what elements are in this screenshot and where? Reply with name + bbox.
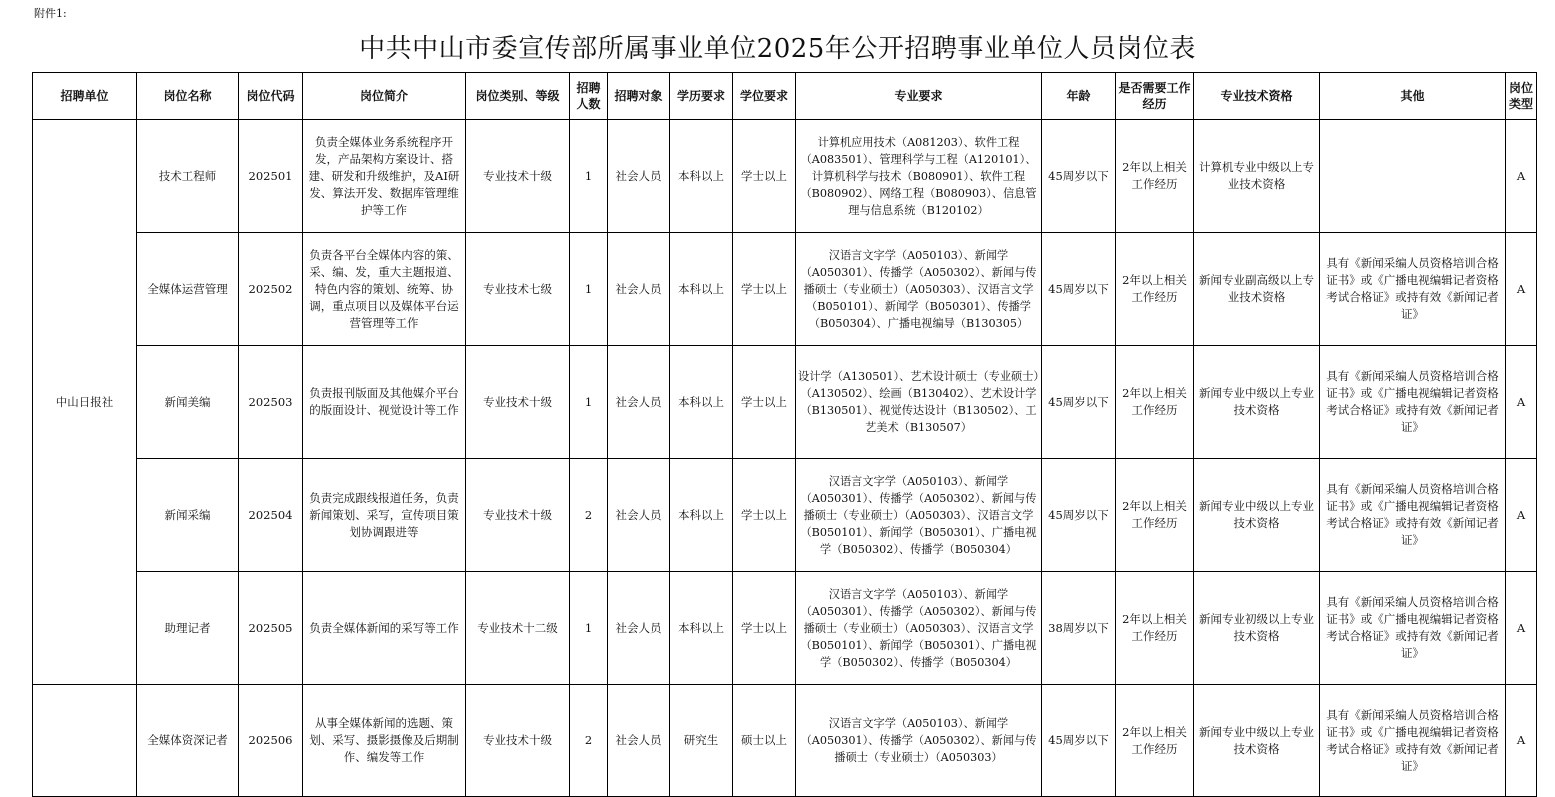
degree-cell: 学士以上 <box>733 346 796 459</box>
age-cell: 38周岁以下 <box>1042 572 1116 685</box>
target-cell: 社会人员 <box>608 685 670 797</box>
age-cell: 45周岁以下 <box>1042 346 1116 459</box>
education-cell: 本科以上 <box>670 120 733 233</box>
type-cell: A <box>1506 233 1537 346</box>
target-cell: 社会人员 <box>608 572 670 685</box>
target-cell: 社会人员 <box>608 459 670 572</box>
experience-cell: 2年以上相关工作经历 <box>1116 233 1194 346</box>
qualification-cell: 新闻专业副高级以上专业技术资格 <box>1194 233 1320 346</box>
header-education: 学历要求 <box>670 73 733 120</box>
header-intro: 岗位简介 <box>303 73 466 120</box>
page-title: 中共中山市委宣传部所属事业单位2025年公开招聘事业单位人员岗位表 <box>359 34 1196 64</box>
age-cell: 45周岁以下 <box>1042 233 1116 346</box>
annex-label: 附件1: <box>34 7 67 20</box>
post-code-cell: 202501 <box>239 120 303 233</box>
type-cell: A <box>1506 685 1537 797</box>
age-cell: 45周岁以下 <box>1042 120 1116 233</box>
education-cell: 研究生 <box>670 685 733 797</box>
header-post-name: 岗位名称 <box>137 73 239 120</box>
post-name-cell: 助理记者 <box>137 572 239 685</box>
post-code-cell: 202503 <box>239 346 303 459</box>
post-name-cell: 全媒体运营管理 <box>137 233 239 346</box>
target-cell: 社会人员 <box>608 346 670 459</box>
intro-cell: 负责完成跟线报道任务，负责新闻策划、采写，宣传项目策划协调跟进等 <box>303 459 466 572</box>
intro-cell: 从事全媒体新闻的选题、策划、采写、摄影摄像及后期制作、编发等工作 <box>303 685 466 797</box>
category-cell: 专业技术七级 <box>466 233 570 346</box>
target-cell: 社会人员 <box>608 120 670 233</box>
header-major: 专业要求 <box>796 73 1042 120</box>
qualification-cell: 新闻专业中级以上专业技术资格 <box>1194 459 1320 572</box>
post-name-cell: 技术工程师 <box>137 120 239 233</box>
experience-cell: 2年以上相关工作经历 <box>1116 685 1194 797</box>
major-cell: 汉语言文字学（A050103）、新闻学（A050301）、传播学（A050302）、新闻与传播硕士（专业硕士）（A050303）、汉语言文学（B050101）、新闻学（B050301）、传播学（B050304）、广播电视编导（B130305） <box>796 233 1042 346</box>
post-code-cell: 202504 <box>239 459 303 572</box>
category-cell: 专业技术十级 <box>466 459 570 572</box>
header-qualification: 专业技术资格 <box>1194 73 1320 120</box>
experience-cell: 2年以上相关工作经历 <box>1116 459 1194 572</box>
degree-cell: 学士以上 <box>733 459 796 572</box>
category-cell: 专业技术十级 <box>466 346 570 459</box>
category-cell: 专业技术十二级 <box>466 572 570 685</box>
header-post-code: 岗位代码 <box>239 73 303 120</box>
type-cell: A <box>1506 346 1537 459</box>
education-cell: 本科以上 <box>670 572 733 685</box>
unit-cell: 中山日报社 <box>33 120 137 685</box>
category-cell: 专业技术十级 <box>466 685 570 797</box>
other-cell: 具有《新闻采编人员资格培训合格证书》或《广播电视编辑记者资格考试合格证》或持有效《新闻记者证》 <box>1320 685 1506 797</box>
experience-cell: 2年以上相关工作经历 <box>1116 120 1194 233</box>
other-cell: 具有《新闻采编人员资格培训合格证书》或《广播电视编辑记者资格考试合格证》或持有效《新闻记者证》 <box>1320 572 1506 685</box>
header-count: 招聘人数 <box>570 73 608 120</box>
qualification-cell: 新闻专业初级以上专业技术资格 <box>1194 572 1320 685</box>
intro-cell: 负责全媒体新闻的采写等工作 <box>303 572 466 685</box>
degree-cell: 硕士以上 <box>733 685 796 797</box>
post-code-cell: 202506 <box>239 685 303 797</box>
count-cell: 1 <box>570 233 608 346</box>
header-target: 招聘对象 <box>608 73 670 120</box>
header-other: 其他 <box>1320 73 1506 120</box>
type-cell: A <box>1506 120 1537 233</box>
header-degree: 学位要求 <box>733 73 796 120</box>
table-row <box>33 120 1537 233</box>
major-cell: 汉语言文字学（A050103）、新闻学（A050301）、传播学（A050302）、新闻与传播硕士（专业硕士）（A050303） <box>796 685 1042 797</box>
post-code-cell: 202502 <box>239 233 303 346</box>
major-cell: 汉语言文字学（A050103）、新闻学（A050301）、传播学（A050302）、新闻与传播硕士（专业硕士）（A050303）、汉语言文学（B050101）、新闻学（B050301）、广播电视学（B050302）、传播学（B050304） <box>796 572 1042 685</box>
table-row <box>33 346 1537 459</box>
post-name-cell: 新闻采编 <box>137 459 239 572</box>
header-type: 岗位类型 <box>1506 73 1537 120</box>
education-cell: 本科以上 <box>670 233 733 346</box>
post-name-cell: 全媒体资深记者 <box>137 685 239 797</box>
count-cell: 2 <box>570 685 608 797</box>
intro-cell: 负责全媒体业务系统程序开发，产品架构方案设计、搭建、研发和升级维护，及AI研发、算法开发、数据库管理维护等工作 <box>303 120 466 233</box>
experience-cell: 2年以上相关工作经历 <box>1116 572 1194 685</box>
qualification-cell: 新闻专业中级以上专业技术资格 <box>1194 346 1320 459</box>
job-table <box>32 72 1537 797</box>
degree-cell: 学士以上 <box>733 233 796 346</box>
header-experience: 是否需要工作经历 <box>1116 73 1194 120</box>
education-cell: 本科以上 <box>670 459 733 572</box>
count-cell: 1 <box>570 572 608 685</box>
qualification-cell: 计算机专业中级以上专业技术资格 <box>1194 120 1320 233</box>
unit-cell <box>33 685 137 797</box>
other-cell <box>1320 120 1506 233</box>
major-cell: 汉语言文字学（A050103）、新闻学（A050301）、传播学（A050302）、新闻与传播硕士（专业硕士）（A050303）、汉语言文学（B050101）、新闻学（B050301）、广播电视学（B050302）、传播学（B050304） <box>796 459 1042 572</box>
count-cell: 2 <box>570 459 608 572</box>
post-code-cell: 202505 <box>239 572 303 685</box>
table-row <box>33 685 1537 797</box>
other-cell: 具有《新闻采编人员资格培训合格证书》或《广播电视编辑记者资格考试合格证》或持有效《新闻记者证》 <box>1320 459 1506 572</box>
intro-cell: 负责各平台全媒体内容的策、采、编、发，重大主题报道、特色内容的策划、统筹、协调，重点项目以及媒体平台运营管理等工作 <box>303 233 466 346</box>
experience-cell: 2年以上相关工作经历 <box>1116 346 1194 459</box>
post-name-cell: 新闻美编 <box>137 346 239 459</box>
qualification-cell: 新闻专业中级以上专业技术资格 <box>1194 685 1320 797</box>
type-cell: A <box>1506 572 1537 685</box>
header-unit: 招聘单位 <box>33 73 137 120</box>
major-cell: 计算机应用技术（A081203）、软件工程（A083501）、管理科学与工程（A120101）、计算机科学与技术（B080901）、软件工程（B080902）、网络工程（B080903）、信息管理与信息系统（B120102） <box>796 120 1042 233</box>
degree-cell: 学士以上 <box>733 120 796 233</box>
header-row <box>33 73 1537 120</box>
target-cell: 社会人员 <box>608 233 670 346</box>
intro-cell: 负责报刊版面及其他媒介平台的版面设计、视觉设计等工作 <box>303 346 466 459</box>
category-cell: 专业技术十级 <box>466 120 570 233</box>
other-cell: 具有《新闻采编人员资格培训合格证书》或《广播电视编辑记者资格考试合格证》或持有效《新闻记者证》 <box>1320 346 1506 459</box>
table-row <box>33 233 1537 346</box>
table-row <box>33 459 1537 572</box>
type-cell: A <box>1506 459 1537 572</box>
header-age: 年龄 <box>1042 73 1116 120</box>
header-category: 岗位类别、等级 <box>466 73 570 120</box>
age-cell: 45周岁以下 <box>1042 459 1116 572</box>
age-cell: 45周岁以下 <box>1042 685 1116 797</box>
degree-cell: 学士以上 <box>733 572 796 685</box>
major-cell: 设计学（A130501）、艺术设计硕士（专业硕士）（A130502）、绘画（B130402）、艺术设计学（B130501）、视觉传达设计（B130502）、工艺美术（B130507） <box>796 346 1042 459</box>
table-row <box>33 572 1537 685</box>
other-cell: 具有《新闻采编人员资格培训合格证书》或《广播电视编辑记者资格考试合格证》或持有效《新闻记者证》 <box>1320 233 1506 346</box>
count-cell: 1 <box>570 346 608 459</box>
count-cell: 1 <box>570 120 608 233</box>
education-cell: 本科以上 <box>670 346 733 459</box>
